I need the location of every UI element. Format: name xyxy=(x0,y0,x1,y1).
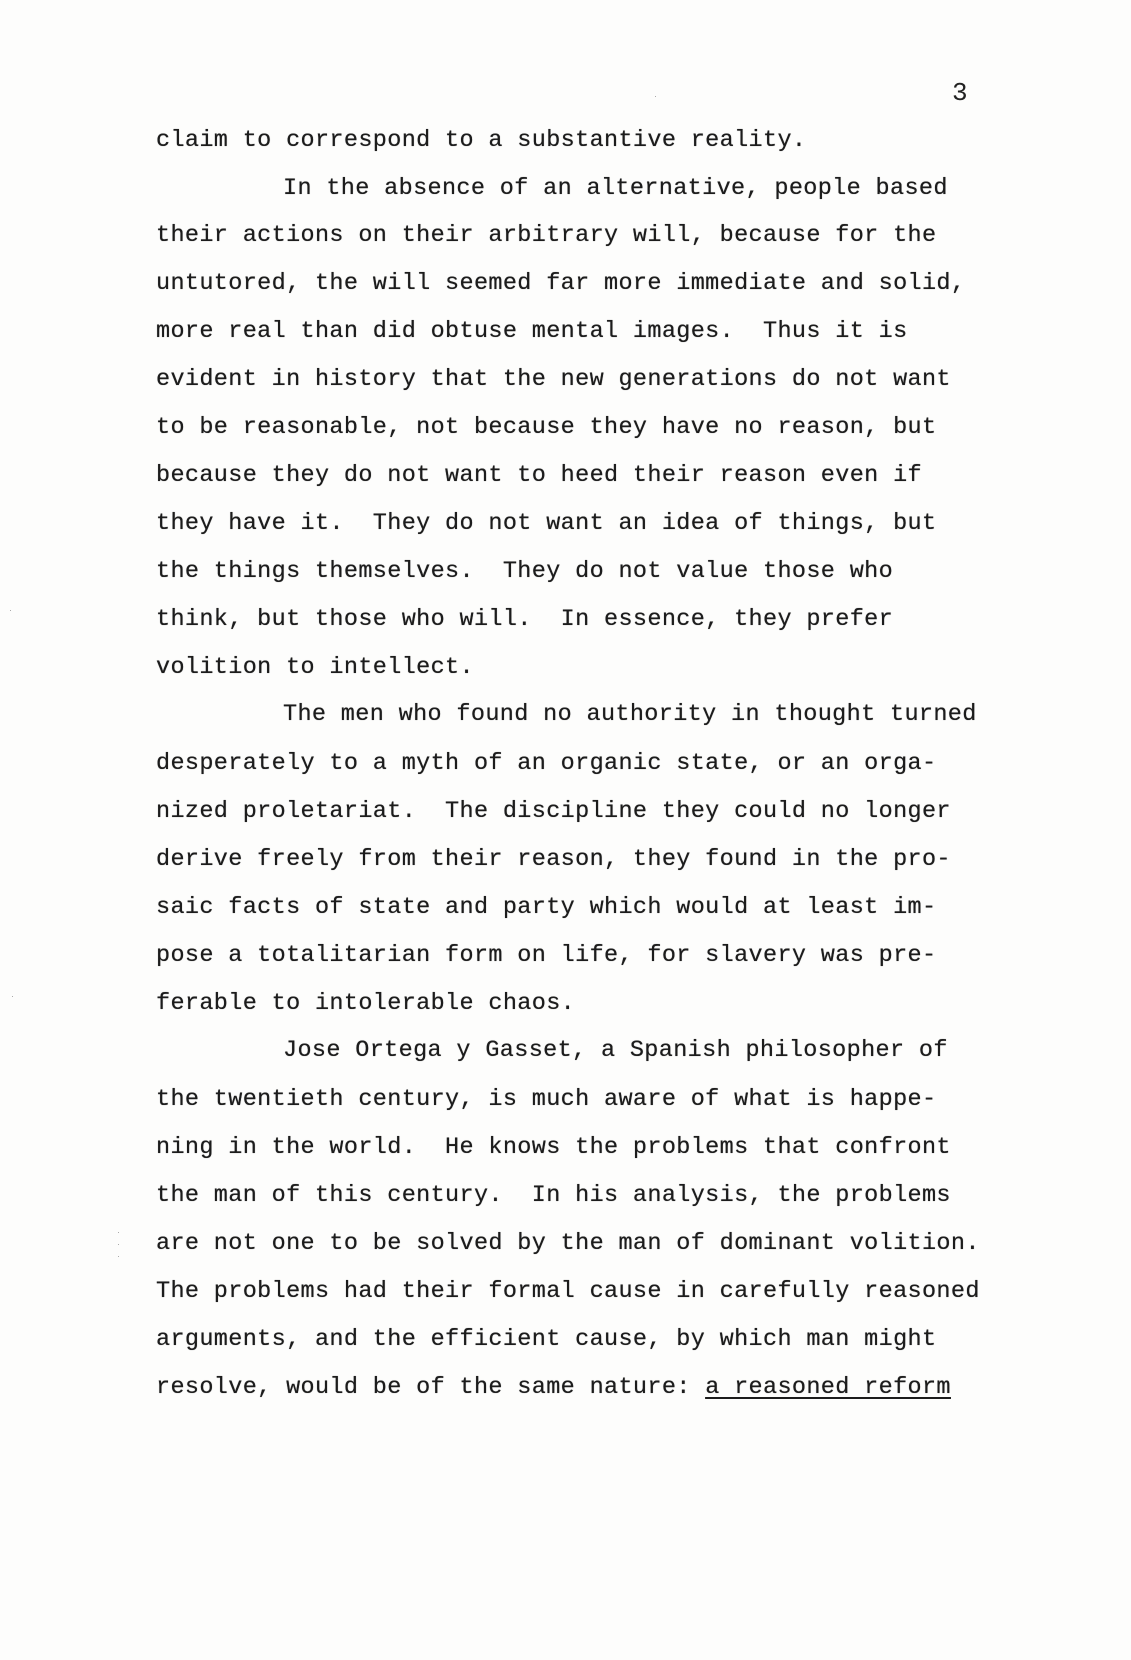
text-line: ferable to intolerable chaos. xyxy=(156,990,576,1017)
text-line: pose a totalitarian form on life, for slavery was pre- xyxy=(156,942,937,969)
text-line: ning in the world. He knows the problems that confront xyxy=(156,1134,951,1161)
text-line: think, but those who will. In essence, they prefer xyxy=(156,606,894,633)
underlined-phrase: a reasoned reform xyxy=(705,1374,951,1401)
text-line: their actions on their arbitrary will, because for the xyxy=(156,222,937,249)
text-line: evident in history that the new generations do not want xyxy=(156,366,951,393)
text-line: because they do not want to heed their reason even if xyxy=(156,462,922,489)
scan-speck xyxy=(12,996,13,997)
text-line: saic facts of state and party which would at least im- xyxy=(156,894,937,921)
scan-speck xyxy=(10,610,11,611)
text-line: more real than did obtuse mental images. Thus it is xyxy=(156,318,908,345)
text-line: arguments, and the efficient cause, by which man might xyxy=(156,1326,937,1353)
text-line: desperately to a myth of an organic state, or an orga- xyxy=(156,750,937,777)
text-line: nized proletariat. The discipline they could no longer xyxy=(156,798,951,825)
text-line: The men who found no authority in thought turned xyxy=(283,701,977,728)
text-line: derive freely from their reason, they found in the pro- xyxy=(156,846,951,873)
text-line: they have it. They do not want an idea of things, but xyxy=(156,510,937,537)
text-line: In the absence of an alternative, people based xyxy=(283,175,948,202)
text-line: untutored, the will seemed far more immediate and solid, xyxy=(156,270,966,297)
text-line: Jose Ortega y Gasset, a Spanish philosopher of xyxy=(283,1037,948,1064)
scan-speck xyxy=(118,1256,119,1257)
text-line: the things themselves. They do not value those who xyxy=(156,558,894,585)
page-number: 3 xyxy=(952,78,968,108)
text-line: claim to correspond to a substantive reality. xyxy=(156,127,807,154)
text-line: are not one to be solved by the man of dominant volition. xyxy=(156,1230,980,1257)
scan-speck xyxy=(118,1244,119,1245)
scan-speck xyxy=(118,1232,119,1233)
scan-speck xyxy=(655,96,656,97)
text-line: the man of this century. In his analysis, the problems xyxy=(156,1182,951,1209)
text-line: the twentieth century, is much aware of what is happe- xyxy=(156,1086,937,1113)
text-line: volition to intellect. xyxy=(156,654,474,681)
text-line-last-prefix: resolve, would be of the same nature: xyxy=(156,1374,706,1401)
text-line: The problems had their formal cause in carefully reasoned xyxy=(156,1278,980,1305)
text-line-last xyxy=(156,1373,951,1403)
text-line: to be reasonable, not because they have no reason, but xyxy=(156,414,937,441)
